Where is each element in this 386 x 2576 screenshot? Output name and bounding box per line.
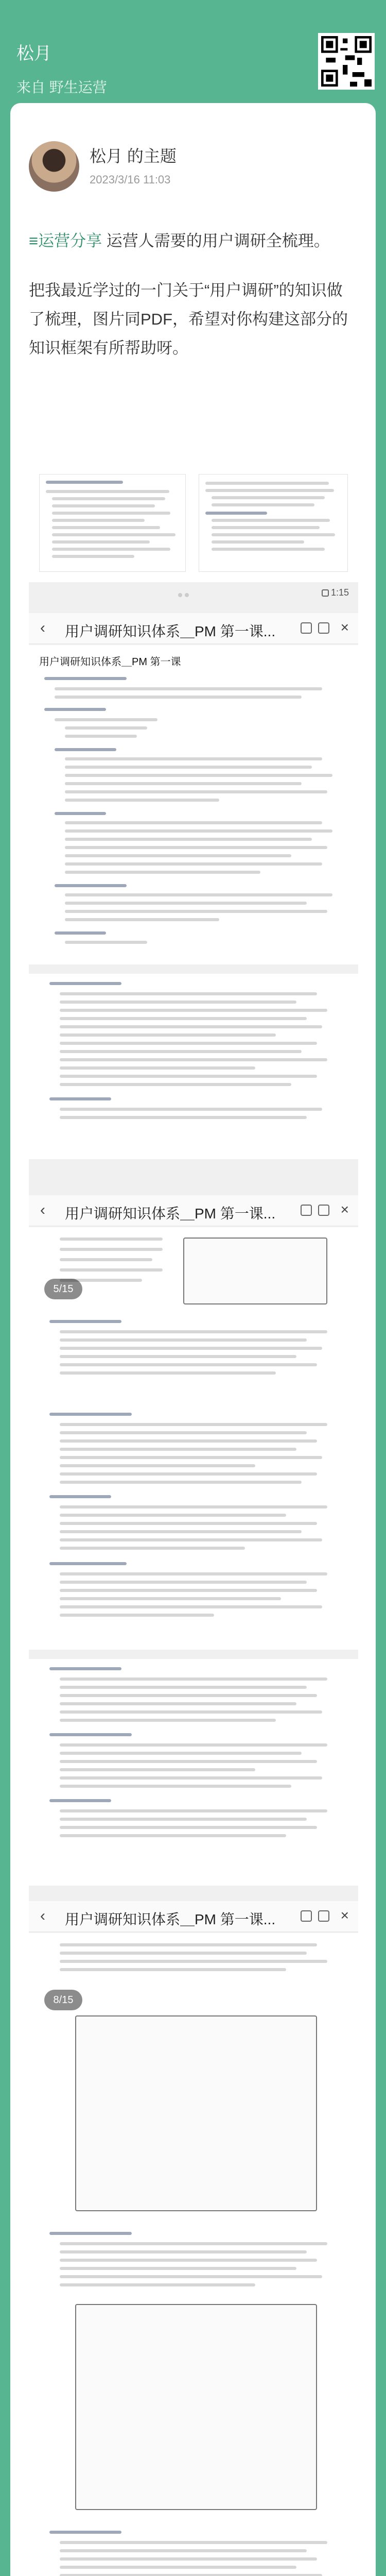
page-badge: 5/15 [44,1279,82,1299]
header-author-name: 松月 [16,44,51,63]
image-page-1[interactable] [29,645,358,964]
viewer-title: 用户调研知识体系＿PM 第一课... [65,1206,276,1222]
pages-icon [322,589,329,597]
viewer-toolbar [29,613,358,644]
more-icon[interactable] [318,622,329,634]
page-header [0,0,386,103]
post-images[interactable] [29,464,358,2576]
close-icon[interactable]: × [340,619,349,635]
page-badge: 8/15 [44,1990,82,2010]
viewer-toolbar-2 [29,1195,358,1226]
close-icon[interactable]: × [340,1201,349,1217]
post-author[interactable]: 松月 的主题 [90,147,177,165]
back-icon[interactable]: ‹ [40,1201,45,1218]
tag-icon: ≡ [29,232,39,250]
image-page-5[interactable] [29,1227,358,1650]
post-text: 把我最近学过的一门关于“用户调研”的知识做了梳理，图片同PDF，希望对你构建这部分的知识框架有所帮助呀。 [29,281,348,357]
more-icon[interactable] [318,1205,329,1216]
doc-heading: 用户调研知识体系＿PM 第一课 [39,656,181,668]
viewer-title: 用户调研知识体系＿PM 第一课... [65,1911,276,1927]
avatar[interactable] [29,141,79,192]
share-icon[interactable] [301,1910,312,1922]
image-page-8[interactable] [29,1933,358,2576]
share-icon[interactable] [301,622,312,634]
qr-code-icon[interactable] [318,33,375,90]
page-counter: 1:15 [322,587,349,598]
image-page-6[interactable] [29,1659,358,1886]
back-icon[interactable]: ‹ [40,619,45,636]
share-icon[interactable] [301,1205,312,1216]
close-icon[interactable]: × [340,1907,349,1923]
post-title-text: 运营人需要的用户调研全梳理。 [102,232,330,250]
image-page-2[interactable] [29,974,358,1159]
more-icon[interactable] [318,1910,329,1922]
post-title [29,227,358,256]
topic-tag[interactable]: 运营分享 [38,232,102,250]
header-subtitle: 来自 野生运营 [16,79,107,95]
viewer-toolbar-3 [29,1901,358,1932]
back-icon[interactable]: ‹ [40,1907,45,1924]
post-card [10,103,376,2576]
post-date: 2023/3/16 11:03 [90,173,171,186]
post-body [29,227,358,383]
viewer-title: 用户调研知识体系＿PM 第一课... [65,623,276,639]
image-overview[interactable] [29,464,358,598]
